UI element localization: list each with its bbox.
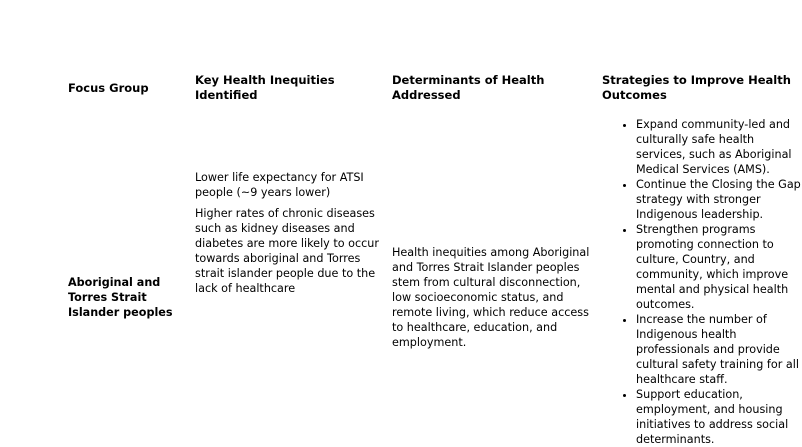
header-determinants: Determinants of Health Addressed [392,73,545,102]
inequity-item: Higher rates of chronic diseases such as kidney diseases and diabetes are more likely to occur towards aboriginal and Torres strait islander people due to the lack of healthcare [195,207,379,295]
strategy-item: • Continue the Closing the Gap strategy with stronger Indigenous leadership. [636,177,802,222]
strategies-list [602,117,802,447]
header-strategies: Strategies to Improve Health Outcomes [602,73,791,102]
strategy-item: • Strengthen programs promoting connection to culture, Country, and community, which improve mental and physical health outcomes. [636,222,802,312]
strategy-item: • Support education, employment, and housing initiatives to address social determinants. [636,387,802,447]
inequity-item: Lower life expectancy for ATSI people (~9 years lower) [195,171,364,199]
inequities-cell [195,170,383,302]
focus-group-cell: Aboriginal and Torres Strait Islander peoples [68,276,173,319]
determinants-cell: Health inequities among Aboriginal and Torres Strait Islander peoples stem from cultural disconnection, low socioeconomic status, and remote living, which reduce access to healthcare, education, and employment. [392,246,590,349]
strategy-item: • Increase the number of Indigenous health professionals and provide cultural safety training for all healthcare staff. [636,312,802,387]
strategy-item: • Expand community-led and culturally safe health services, such as Aboriginal Medical Services (AMS). [636,117,802,177]
header-key-health-inequities: Key Health Inequities Identified [195,73,335,102]
header-focus-group: Focus Group [68,81,149,95]
